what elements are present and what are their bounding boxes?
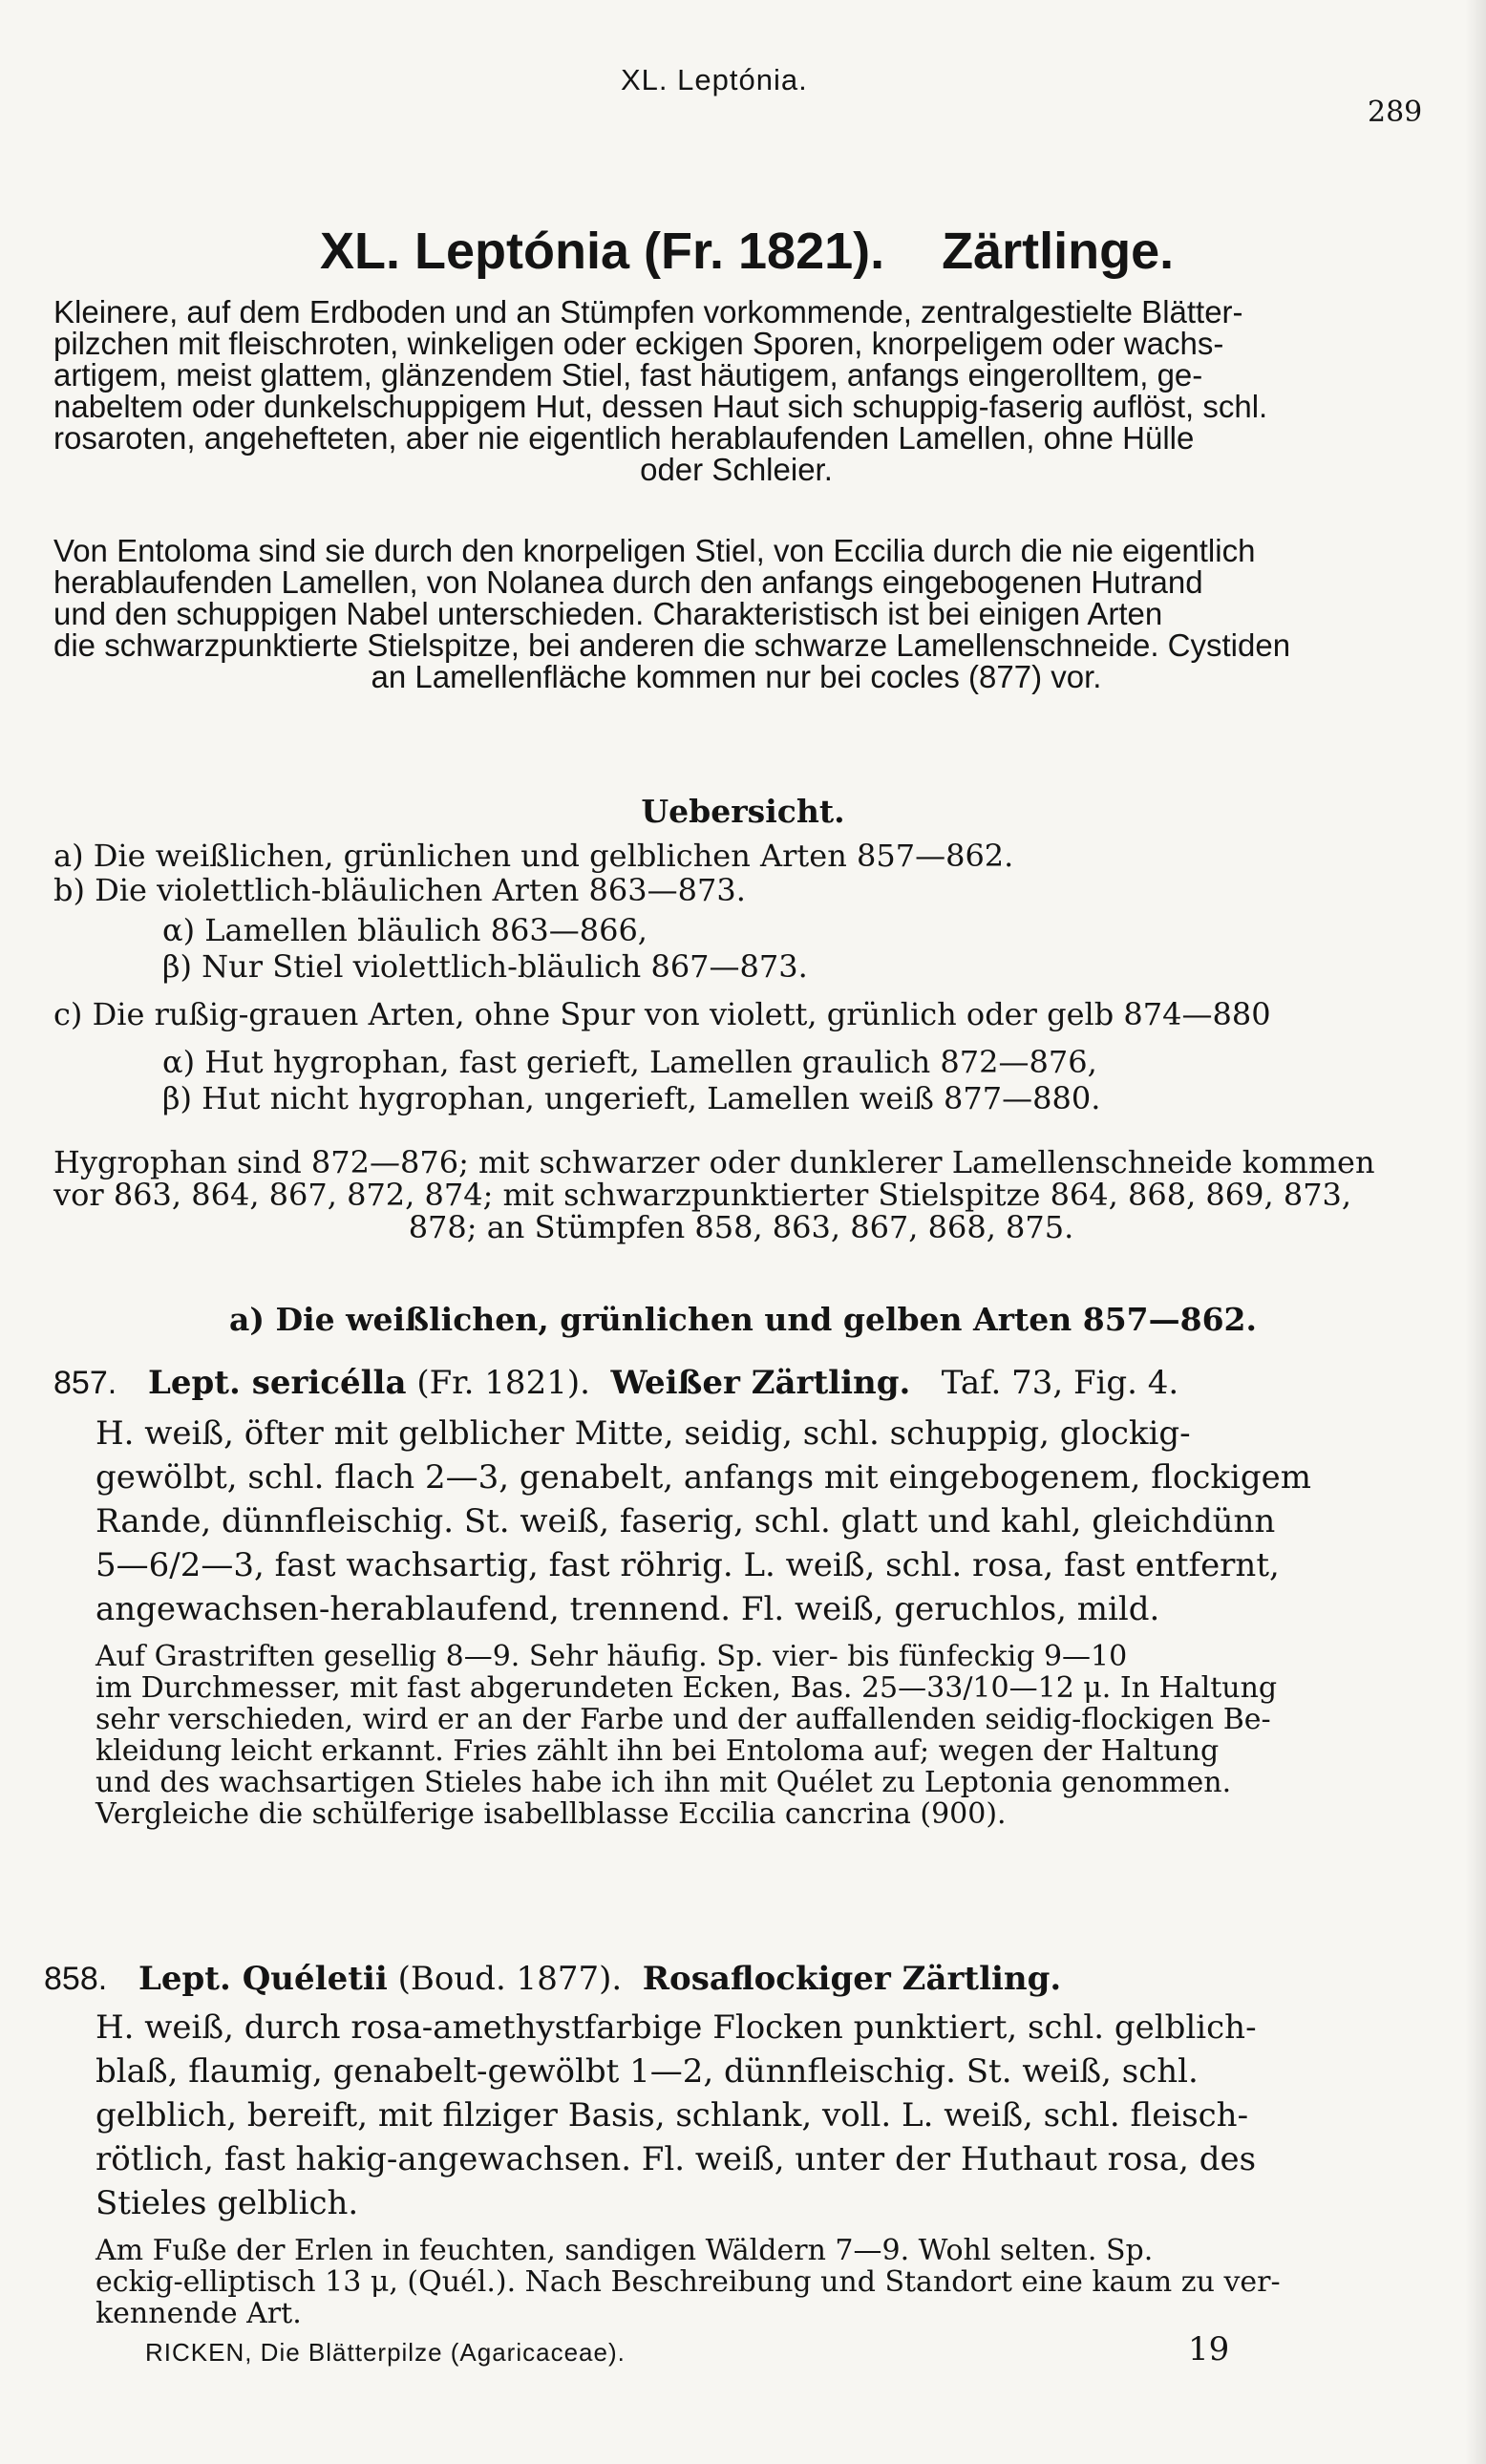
species-common-name: Weißer Zärtling.: [610, 1364, 911, 1402]
chapter-german-name: Zärtlinge.: [942, 223, 1175, 280]
species-common-name: Rosaflockiger Zärtling.: [642, 1960, 1062, 1998]
species-number: 858.: [44, 1961, 108, 1997]
intro-line: artigem, meist glattem, glänzendem Stiel, fast häutigem, anfangs eingerolltem, ge-: [53, 357, 1203, 393]
intro-line: oder Schleier.: [640, 452, 833, 487]
overview-item: a) Die weißlichen, grünlichen und gelblichen Arten 857—862.: [53, 838, 1014, 874]
species-authority: (Boud. 1877).: [397, 1960, 623, 1998]
diff-line: Von Entoloma sind sie durch den knorpeligen Stiel, von Eccilia durch die nie eigentlich: [53, 533, 1256, 568]
signature-mark: 19: [1188, 2330, 1230, 2368]
notes-line: Am Fuße der Erlen in feuchten, sandigen Wäldern 7—9. Wohl selten. Sp.: [96, 2234, 1154, 2267]
description-line: H. weiß, durch rosa-amethystfarbige Flocken punktiert, schl. gelblich-: [96, 2008, 1257, 2047]
species-heading-858: [44, 1960, 1061, 1998]
notes-line: kleidung leicht erkannt. Fries zählt ihn bei Entoloma auf; wegen der Haltung: [96, 1734, 1220, 1768]
notes-line: und des wachsartigen Stieles habe ich ihn mit Quélet zu Leptonia genommen.: [96, 1766, 1232, 1799]
species-notes-857: [96, 1641, 1400, 1830]
notes-line: Vergleiche die schülferige isabellblasse Eccilia cancrina (900).: [96, 1797, 1007, 1831]
overview-subitem: α) Hut hygrophan, fast gerieft, Lamellen graulich 872—876,: [162, 1044, 1097, 1080]
overview-item: b) Die violettlich-bläulichen Arten 863—873.: [53, 872, 746, 908]
diff-line: die schwarzpunktierte Stielspitze, bei anderen die schwarze Lamellenschneide. Cystiden: [53, 627, 1291, 663]
hygrophan-line: vor 863, 864, 867, 872, 874; mit schwarzpunktierter Stielspitze 864, 868, 869, 873,: [53, 1177, 1352, 1213]
hygrophan-line: Hygrophan sind 872—876; mit schwarzer oder dunklerer Lamellenschneide kommen: [53, 1144, 1375, 1180]
diff-line: an Lamellenfläche kommen nur bei cocles (877) vor.: [371, 659, 1102, 694]
description-line: gewölbt, schl. flach 2—3, genabelt, anfangs mit eingebogenem, flockigem: [96, 1458, 1312, 1497]
running-title: XL. Leptónia.: [621, 63, 808, 96]
overview-subitem: β) Hut nicht hygrophan, ungerieft, Lamellen weiß 877—880.: [162, 1080, 1101, 1116]
chapter-heading: [320, 222, 1174, 281]
species-number: 857.: [53, 1365, 117, 1401]
notes-line: eckig-elliptisch 13 μ, (Quél.). Nach Beschreibung und Standort eine kaum zu ver-: [96, 2265, 1281, 2299]
description-line: H. weiß, öfter mit gelblicher Mitte, seidig, schl. schuppig, glockig-: [96, 1414, 1191, 1453]
hygrophan-line: 878; an Stümpfen 858, 863, 867, 868, 875.: [408, 1209, 1074, 1245]
overview-subitem: β) Nur Stiel violettlich-bläulich 867—873.: [162, 948, 808, 985]
diff-line: herablaufenden Lamellen, von Nolanea durch den anfangs eingebogenen Hutrand: [53, 564, 1203, 600]
description-line: 5—6/2—3, fast wachsartig, fast röhrig. L. weiß, schl. rosa, fast entfernt,: [96, 1546, 1280, 1584]
species-name: Lept. Quéletii: [138, 1960, 388, 1998]
species-description-857b: [96, 1455, 1400, 1631]
chapter-title: XL. Leptónia (Fr. 1821).: [320, 223, 885, 280]
notes-line: Auf Grastriften gesellig 8—9. Sehr häufig. Sp. vier- bis fünfeckig 9—10: [96, 1640, 1128, 1673]
page-edge-shadow: [1465, 0, 1486, 2464]
intro-line: Kleinere, auf dem Erdboden und an Stümpfen vorkommende, zentralgestielte Blätter-: [53, 294, 1243, 329]
intro-line: rosaroten, angehefteten, aber nie eigentlich herablaufenden Lamellen, ohne Hülle: [53, 420, 1195, 456]
diff-line: und den schuppigen Nabel unterschieden. Charakteristisch ist bei einigen Arten: [53, 596, 1163, 631]
intro-line: pilzchen mit fleischroten, winkeligen oder eckigen Sporen, knorpeligem oder wachs-: [53, 326, 1224, 361]
overview-title: Uebersicht.: [641, 793, 845, 830]
species-description-858b: [96, 2050, 1400, 2225]
genus-differences: [53, 535, 1419, 692]
species-plate: Taf. 73, Fig. 4.: [941, 1364, 1179, 1402]
species-name: Lept. sericélla: [148, 1364, 407, 1402]
species-description-857: [96, 1412, 1400, 1455]
description-line: angewachsen-herablaufend, trennend. Fl. weiß, geruchlos, mild.: [96, 1590, 1160, 1628]
intro-line: nabeltem oder dunkelschuppigem Hut, dessen Haut sich schuppig-faserig auflöst, schl.: [53, 389, 1268, 424]
page-number: 289: [1368, 96, 1423, 129]
description-line: Rande, dünnfleischig. St. weiß, faserig, schl. glatt und kahl, gleichdünn: [96, 1502, 1276, 1540]
section-heading: a) Die weißlichen, grünlichen und gelben Arten 857—862.: [228, 1301, 1257, 1338]
species-description-858: [96, 2006, 1400, 2050]
footer-book-title: RICKEN, Die Blätterpilze (Agaricaceae).: [145, 2338, 626, 2367]
species-heading-857: [53, 1364, 1178, 1402]
species-notes-858: [96, 2235, 1400, 2329]
description-line: Stieles gelblich.: [96, 2184, 359, 2222]
notes-line: sehr verschieden, wird er an der Farbe und der auffallenden seidig-flockigen Be-: [96, 1703, 1271, 1736]
genus-description: [53, 296, 1419, 485]
notes-line: kennende Art.: [96, 2297, 302, 2330]
description-line: rötlich, fast hakig-angewachsen. Fl. weiß, unter der Huthaut rosa, des: [96, 2140, 1257, 2178]
description-line: gelblich, bereift, mit filziger Basis, schlank, voll. L. weiß, schl. fleisch-: [96, 2096, 1249, 2135]
notes-line: im Durchmesser, mit fast abgerundeten Ecken, Bas. 25—33/10—12 μ. In Haltung: [96, 1671, 1278, 1705]
species-authority: (Fr. 1821).: [416, 1364, 590, 1402]
description-line: blaß, flaumig, genabelt-gewölbt 1—2, dünnfleischig. St. weiß, schl.: [96, 2052, 1199, 2091]
overview-subitem: α) Lamellen bläulich 863—866,: [162, 912, 647, 948]
overview-item: c) Die rußig-grauen Arten, ohne Spur von violett, grünlich oder gelb 874—880: [53, 996, 1271, 1032]
hygrophan-note: [53, 1146, 1429, 1243]
